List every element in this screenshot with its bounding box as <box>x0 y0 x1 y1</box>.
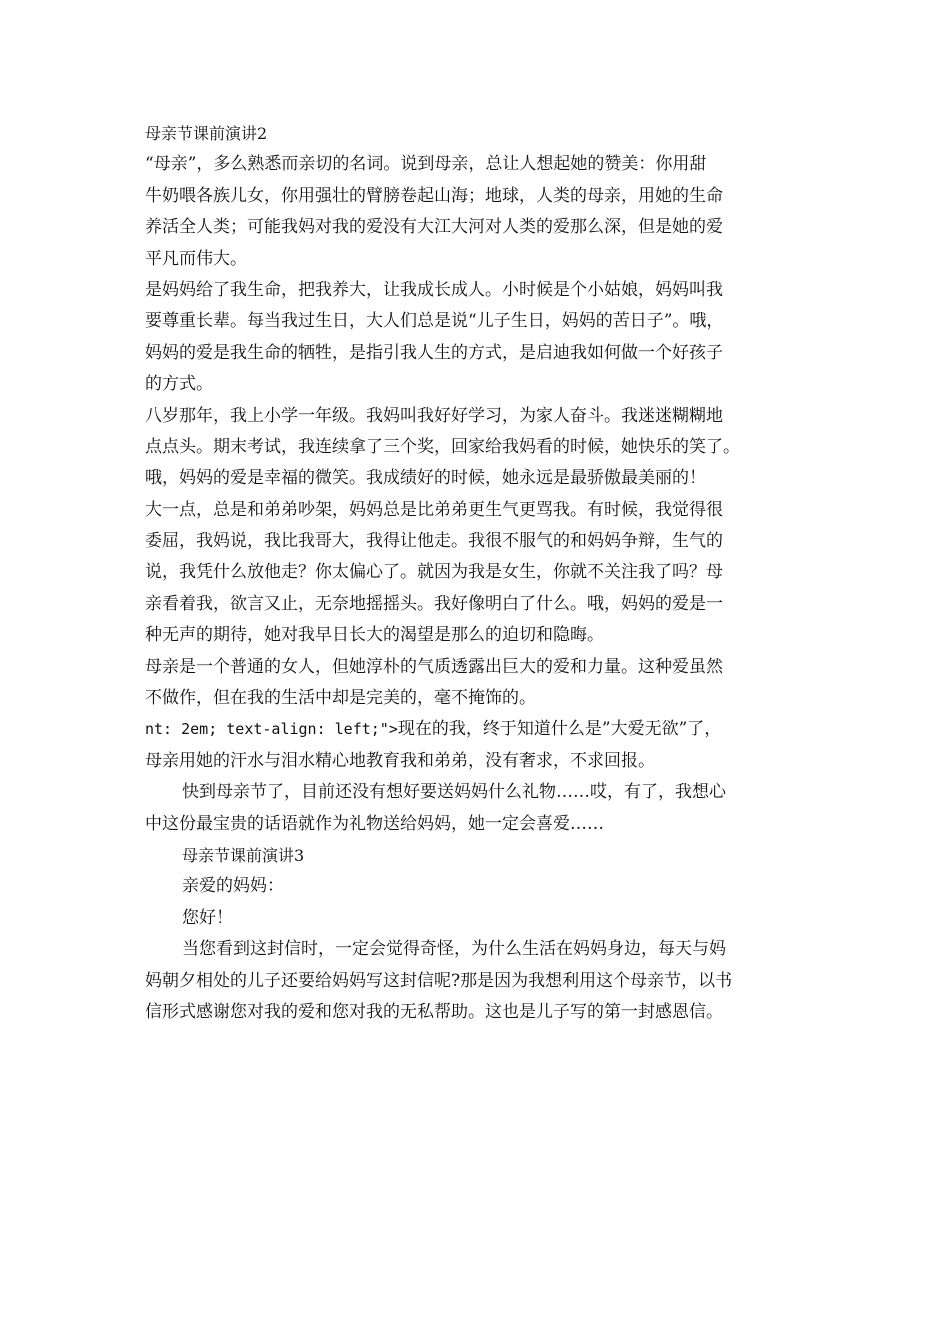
section-heading: 母亲节课前演讲2 <box>145 124 268 143</box>
code-fragment-line <box>145 714 805 745</box>
text-line: 信形式感谢您对我的爱和您对我的无私帮助。这也是儿子写的第一封感恩信。 <box>145 1001 723 1022</box>
stray-css-fragment: nt: 2em; text-align: left;"> <box>145 720 398 739</box>
document-body <box>145 118 805 1028</box>
text-line: 牛奶喂各族儿女，你用强壮的臂膀卷起山海；地球，人类的母亲，用她的生命 <box>145 185 723 206</box>
text-line: 八岁那年，我上小学一年级。我妈叫我好好学习，为家人奋斗。我迷迷糊糊地 <box>145 405 723 426</box>
speech-3-section <box>145 746 805 1029</box>
text-line: 母亲是一个普通的女人，但她淳朴的气质透露出巨大的爱和力量。这种爱虽然 <box>145 656 723 677</box>
text-line: 的方式。 <box>145 374 213 395</box>
text-line: 当您看到这封信时，一定会觉得奇怪，为什么生活在妈妈身边，每天与妈 <box>182 939 726 960</box>
text-line: 要尊重长辈。每当我过生日，大人们总是说“儿子生日，妈妈的苦日子”。哦， <box>145 311 724 332</box>
text-line: 妈朝夕相处的儿子还要给妈妈写这封信呢?那是因为我想利用这个母亲节，以书 <box>145 970 733 991</box>
speech-2-section <box>145 118 805 714</box>
text-line: 种无声的期待，她对我早日长大的渴望是那么的迫切和隐晦。 <box>145 625 604 646</box>
text-line: 委屈，我妈说，我比我哥大，我得让他走。我很不服气的和妈妈争辩，生气的 <box>145 531 723 552</box>
text-line: 平凡而伟大。 <box>145 248 247 269</box>
text-line: “母亲”，多么熟悉而亲切的名词。说到母亲，总让人想起她的赞美：你用甜 <box>145 154 707 175</box>
text-line: 快到母亲节了，目前还没有想好要送妈妈什么礼物……哎，有了，我想心 <box>182 782 726 803</box>
text-line: 点点头。期末考试，我连续拿了三个奖，回家给我妈看的时候，她快乐的笑了。 <box>145 436 740 457</box>
text-line: 是妈妈给了我生命，把我养大，让我成长成人。小时候是个小姑娘，妈妈叫我 <box>145 279 723 300</box>
text-line: 不做作，但在我的生活中却是完美的，毫不掩饰的。 <box>145 688 536 709</box>
text-line: 妈妈的爱是我生命的牺牲，是指引我人生的方式，是启迪我如何做一个好孩子 <box>145 342 723 363</box>
text-line: 哦，妈妈的爱是幸福的微笑。我成绩好的时候，她永远是最骄傲最美丽的！ <box>145 468 706 489</box>
text-line: 您好！ <box>182 907 233 928</box>
paragraph-text: 现在的我，终于知道什么是”大爱无欲”了， <box>397 719 722 740</box>
text-line: 亲爱的妈妈： <box>182 876 284 897</box>
text-line: 说，我凭什么放他走？你太偏心了。就因为我是女生，你就不关注我了吗？母 <box>145 562 723 583</box>
text-line: 母亲用她的汗水与泪水精心地教育我和弟弟，没有奢求，不求回报。 <box>145 750 655 771</box>
text-line: 中这份最宝贵的话语就作为礼物送给妈妈，她一定会喜爱…… <box>145 813 604 834</box>
text-line: 养活全人类；可能我妈对我的爱没有大江大河对人类的爱那么深，但是她的爱 <box>145 217 723 238</box>
text-line: 大一点，总是和弟弟吵架，妈妈总是比弟弟更生气更骂我。有时候，我觉得很 <box>145 499 723 520</box>
section-heading: 母亲节课前演讲3 <box>182 845 305 865</box>
text-line: 亲看着我，欲言又止，无奈地摇摇头。我好像明白了什么。哦，妈妈的爱是一 <box>145 593 723 614</box>
